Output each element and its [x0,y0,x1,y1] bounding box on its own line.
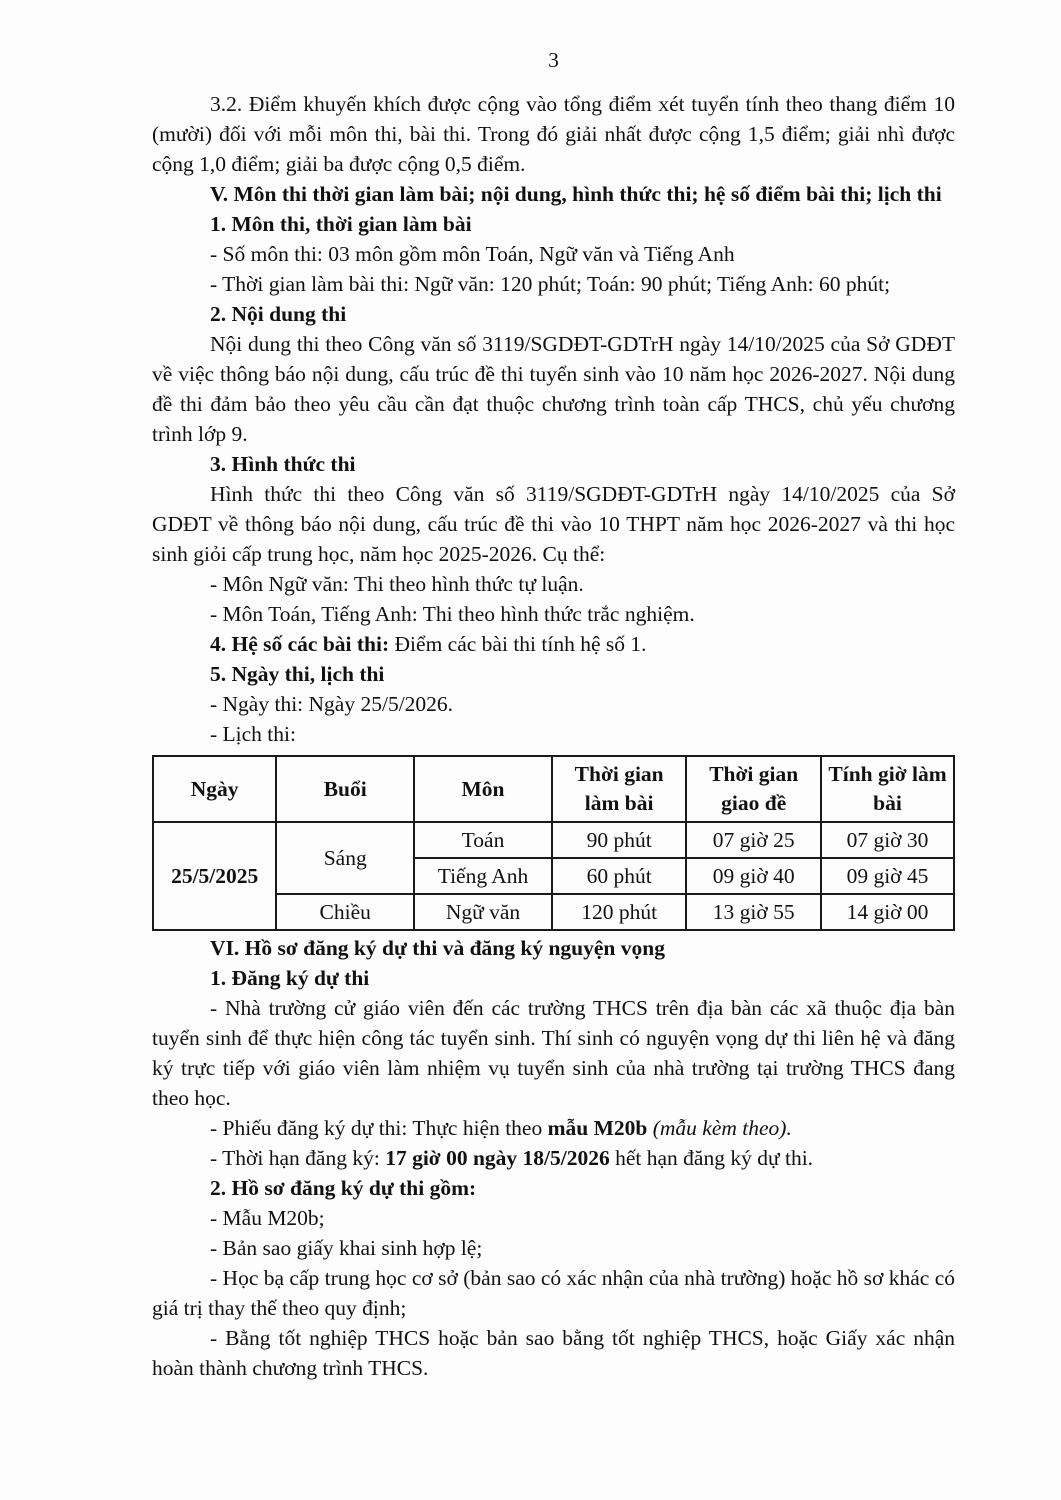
heading-section-vi: VI. Hồ sơ đăng ký dự thi và đăng ký nguyện vọng [210,936,665,960]
cell-handout-english: 09 giờ 40 [686,858,821,894]
cell-session-morning: Sáng [276,822,414,894]
item-registration-form [152,1113,955,1143]
registration-form-note: (mẫu kèm theo). [647,1116,792,1140]
deadline-datetime: 17 giờ 00 ngày 18/5/2026 [385,1146,610,1170]
cell-duration-math: 90 phút [552,822,687,858]
cell-start-english: 09 giờ 45 [821,858,954,894]
heading-section-v: V. Môn thi thời gian làm bài; nội dung, hình thức thi; hệ số điểm bài thi; lịch thi [210,182,942,206]
deadline-prefix: - Thời hạn đăng ký: [210,1146,386,1170]
item-form-m20b: - Mẫu M20b; [210,1206,325,1230]
cell-start-literature: 14 giờ 00 [821,894,954,930]
item-subject-count: - Số môn thi: 03 môn gồm môn Toán, Ngữ văn và Tiếng Anh [210,242,735,266]
line-coefficient [152,629,955,659]
para-bonus-points: 3.2. Điểm khuyến khích được cộng vào tổng điểm xét tuyển tính theo thang điểm 10 (mười) đối với mỗi môn thi, bài thi. Trong đó giải nhất được cộng 1,5 điểm; giải nhì được cộng 1,0 điểm; giải ba được cộng 0,5 điểm. [152,92,955,176]
cell-handout-literature: 13 giờ 55 [686,894,821,930]
coefficient-label: 4. Hệ số các bài thi: [210,632,390,656]
cell-handout-math: 07 giờ 25 [686,822,821,858]
deadline-suffix: hết hạn đăng ký dự thi. [609,1146,814,1170]
table-header-start-time: Tính giờ làm bài [821,756,954,822]
item-literature-format: - Môn Ngữ văn: Thi theo hình thức tự luận. [210,572,584,596]
registration-form-text: - Phiếu đăng ký dự thi: Thực hiện theo [210,1116,548,1140]
cell-start-math: 07 giờ 30 [821,822,954,858]
item-schedule-label: - Lịch thi: [210,722,296,746]
cell-duration-literature: 120 phút [552,894,687,930]
item-diploma: - Bằng tốt nghiệp THCS hoặc bản sao bằng tốt nghiệp THCS, hoặc Giấy xác nhận hoàn thành chương trình THCS. [152,1326,955,1380]
table-header-session: Buổi [276,756,414,822]
coefficient-text: Điểm các bài thi tính hệ số 1. [389,632,647,656]
heading-v-3-format: 3. Hình thức thi [210,452,356,476]
cell-exam-date: 25/5/2025 [153,822,276,930]
item-registration-deadline [152,1143,955,1173]
heading-vi-1-registration: 1. Đăng ký dự thi [210,966,370,990]
item-test-durations: - Thời gian làm bài thi: Ngữ văn: 120 phút; Toán: 90 phút; Tiếng Anh: 60 phút; [210,272,891,296]
cell-subject-literature: Ngữ văn [414,894,552,930]
table-header-subject: Môn [414,756,552,822]
registration-form-code: mẫu M20b [547,1116,648,1140]
cell-session-afternoon: Chiều [276,894,414,930]
table-header-duration: Thời gian làm bài [552,756,687,822]
table-header-date: Ngày [153,756,276,822]
item-exam-date: - Ngày thi: Ngày 25/5/2026. [210,692,454,716]
table-header-row [153,756,954,822]
table-row [153,822,954,858]
exam-schedule-table [152,755,955,931]
cell-subject-english: Tiếng Anh [414,858,552,894]
cell-subject-math: Toán [414,822,552,858]
heading-vi-2-dossier: 2. Hồ sơ đăng ký dự thi gồm: [210,1176,477,1200]
para-exam-format: Hình thức thi theo Công văn số 3119/SGDĐT-GDTrH ngày 14/10/2025 của Sở GDĐT về thông báo nội dung, cấu trúc đề thi vào 10 THPT năm học 2026-2027 và thi học sinh giỏi cấp trung học, năm học 2025-2026. Cụ thể: [152,482,955,566]
para-registration: - Nhà trường cử giáo viên đến các trường THCS trên địa bàn các xã thuộc địa bàn tuyển sinh để thực hiện công tác tuyển sinh. Thí sinh có nguyện vọng dự thi liên hệ và đăng ký trực tiếp với giáo viên làm nhiệm vụ tuyển sinh của nhà trường tại trường THCS đang theo học. [152,996,955,1110]
item-school-record: - Học bạ cấp trung học cơ sở (bản sao có xác nhận của nhà trường) hoặc hồ sơ khác có giá trị thay thế theo quy định; [152,1266,955,1320]
table-header-handout-time: Thời gian giao đề [686,756,821,822]
heading-v-5-schedule: 5. Ngày thi, lịch thi [210,662,385,686]
heading-v-1-subjects: 1. Môn thi, thời gian làm bài [210,212,472,236]
item-math-english-format: - Môn Toán, Tiếng Anh: Thi theo hình thức trắc nghiệm. [210,602,695,626]
cell-duration-english: 60 phút [552,858,687,894]
para-exam-content: Nội dung thi theo Công văn số 3119/SGDĐT-GDTrH ngày 14/10/2025 của Sở GDĐT về việc thông báo nội dung, cấu trúc đề thi tuyển sinh vào 10 năm học 2026-2027. Nội dung đề thi đảm bảo theo yêu cầu cần đạt thuộc chương trình toàn cấp THCS, chủ yếu chương trình lớp 9. [152,332,955,446]
item-birth-certificate: - Bản sao giấy khai sinh hợp lệ; [210,1236,483,1260]
page-number: 3 [548,48,559,72]
heading-v-2-content: 2. Nội dung thi [210,302,347,326]
